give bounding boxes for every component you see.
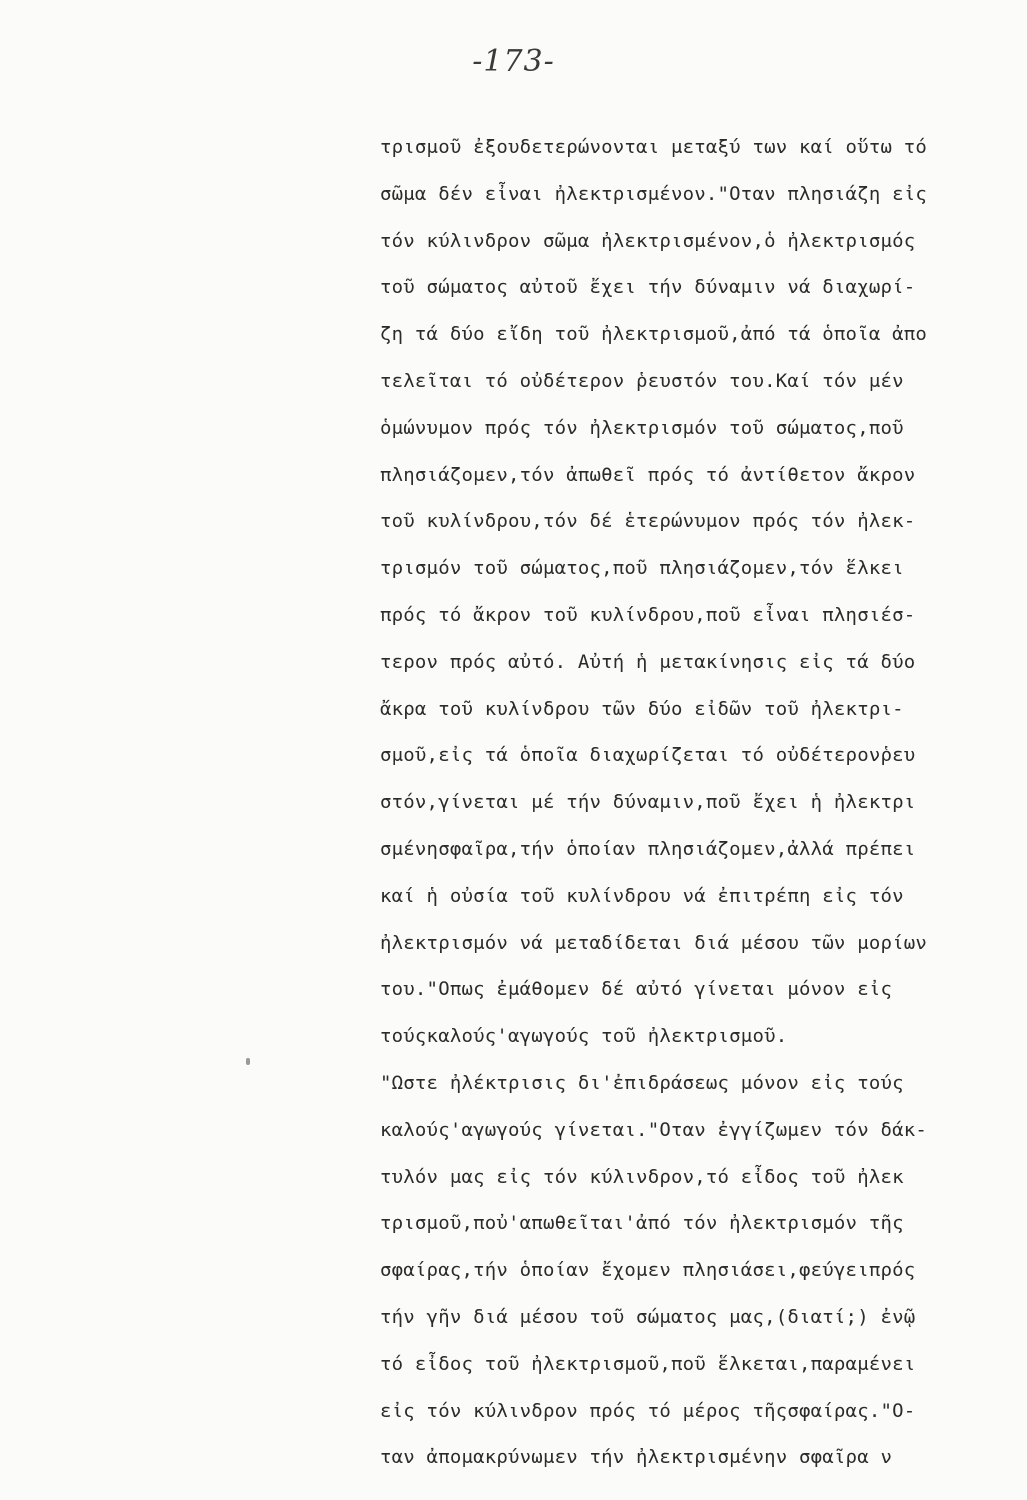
text-line: καλούς'αγωγούς γίνεται."Οταν ἐγγίζωμεν τόν δάκ- xyxy=(380,1118,928,1141)
text-line: πρός τό ἄκρον τοῦ κυλίνδρου,ποῦ εἶναι πλησιέσ- xyxy=(380,603,916,626)
text-line: ὁμώνυμον πρός τόν ἠλεκτρισμόν τοῦ σώματος,ποῦ xyxy=(380,416,904,439)
text-line: ταν ἀπομακρύνωμεν τήν ἠλεκτρισμένην σφαῖρα ν xyxy=(380,1446,893,1469)
text-line: τρισμοῦ ἐξουδετερώνονται μεταξύ των καί οὕτω τό xyxy=(380,136,928,158)
text-line: τερον πρός αὐτό. Αὐτή ἡ μετακίνησις εἰς τά δύο xyxy=(380,650,916,673)
text-line: τυλόν μας εἰς τόν κύλινδρον,τό εἶδος τοῦ ἠλεκ xyxy=(380,1165,904,1188)
margin-mark xyxy=(246,1058,250,1065)
body-text xyxy=(380,124,1020,1481)
text-line: του."Οπως ἐμάθομεν δέ αὐτό γίνεται μόνον εἰς xyxy=(380,978,893,1001)
text-line: τοῦ σώματος αὐτοῦ ἔχει τήν δύναμιν νά διαχωρί- xyxy=(380,276,916,299)
text-line: "Ωστε ἠλέκτρισις δι'ἐπιδράσεως μόνον εἰς τούς xyxy=(380,1071,904,1094)
text-line: καί ἡ οὐσία τοῦ κυλίνδρου νά ἐπιτρέπη εἰς τόν xyxy=(380,884,904,907)
text-line: στόν,γίνεται μέ τήν δύναμιν,ποῦ ἔχει ἡ ἠλεκτρι xyxy=(380,791,916,814)
text-line: ζη τά δύο εἴδη τοῦ ἠλεκτρισμοῦ,ἀπό τά ὁποῖα ἀπο xyxy=(380,323,928,346)
text-line: σῶμα δέν εἶναι ἠλεκτρισμένον."Οταν πλησιάζη εἰς xyxy=(380,182,928,205)
text-line: ἄκρα τοῦ κυλίνδρου τῶν δύο εἰδῶν τοῦ ἠλεκτρι- xyxy=(380,697,904,720)
text-line: σφαίρας,τήν ὁποίαν ἔχομεν πλησιάσει,φεύγειπρός xyxy=(380,1259,916,1282)
text-line: τόν κύλινδρον σῶμα ἠλεκτρισμένον,ὁ ἠλεκτρισμός xyxy=(380,229,916,252)
page-number: -173- xyxy=(472,44,555,79)
text-line: σμοῦ,εἰς τά ὁποῖα διαχωρίζεται τό οὐδέτερονῥευ xyxy=(380,744,916,767)
text-line: τό εἶδος τοῦ ἠλεκτρισμοῦ,ποῦ ἕλκεται,παραμένει xyxy=(380,1352,916,1375)
text-line: εἰς τόν κύλινδρον πρός τό μέρος τῆςσφαίρας."Ο- xyxy=(380,1399,916,1422)
text-line: ἠλεκτρισμόν νά μεταδίδεται διά μέσου τῶν μορίων xyxy=(380,931,928,954)
text-line: τοῦ κυλίνδρου,τόν δέ ἑτερώνυμον πρός τόν ἠλεκ- xyxy=(380,510,916,533)
text-line: τελεῖται τό οὐδέτερον ῥευστόν του.Καί τόν μέν xyxy=(380,369,904,392)
text-line: πλησιάζομεν,τόν ἀπωθεῖ πρός τό ἀντίθετον ἄκρον xyxy=(380,463,916,486)
text-line: τρισμόν τοῦ σώματος,ποῦ πλησιάζομεν,τόν ἕλκει xyxy=(380,557,904,580)
text-line: τούςκαλούς'αγωγούς τοῦ ἠλεκτρισμοῦ. xyxy=(380,1025,788,1048)
text-line: σμένησφαῖρα,τήν ὁποίαν πλησιάζομεν,ἀλλά πρέπει xyxy=(380,837,916,860)
text-line: τήν γῆν διά μέσου τοῦ σώματος μας,(διατί;) ἐνῷ xyxy=(380,1305,916,1328)
text-line: τρισμοῦ,ποὐ'απωθεῖται'ἀπό τόν ἠλεκτρισμόν τῆς xyxy=(380,1212,904,1235)
